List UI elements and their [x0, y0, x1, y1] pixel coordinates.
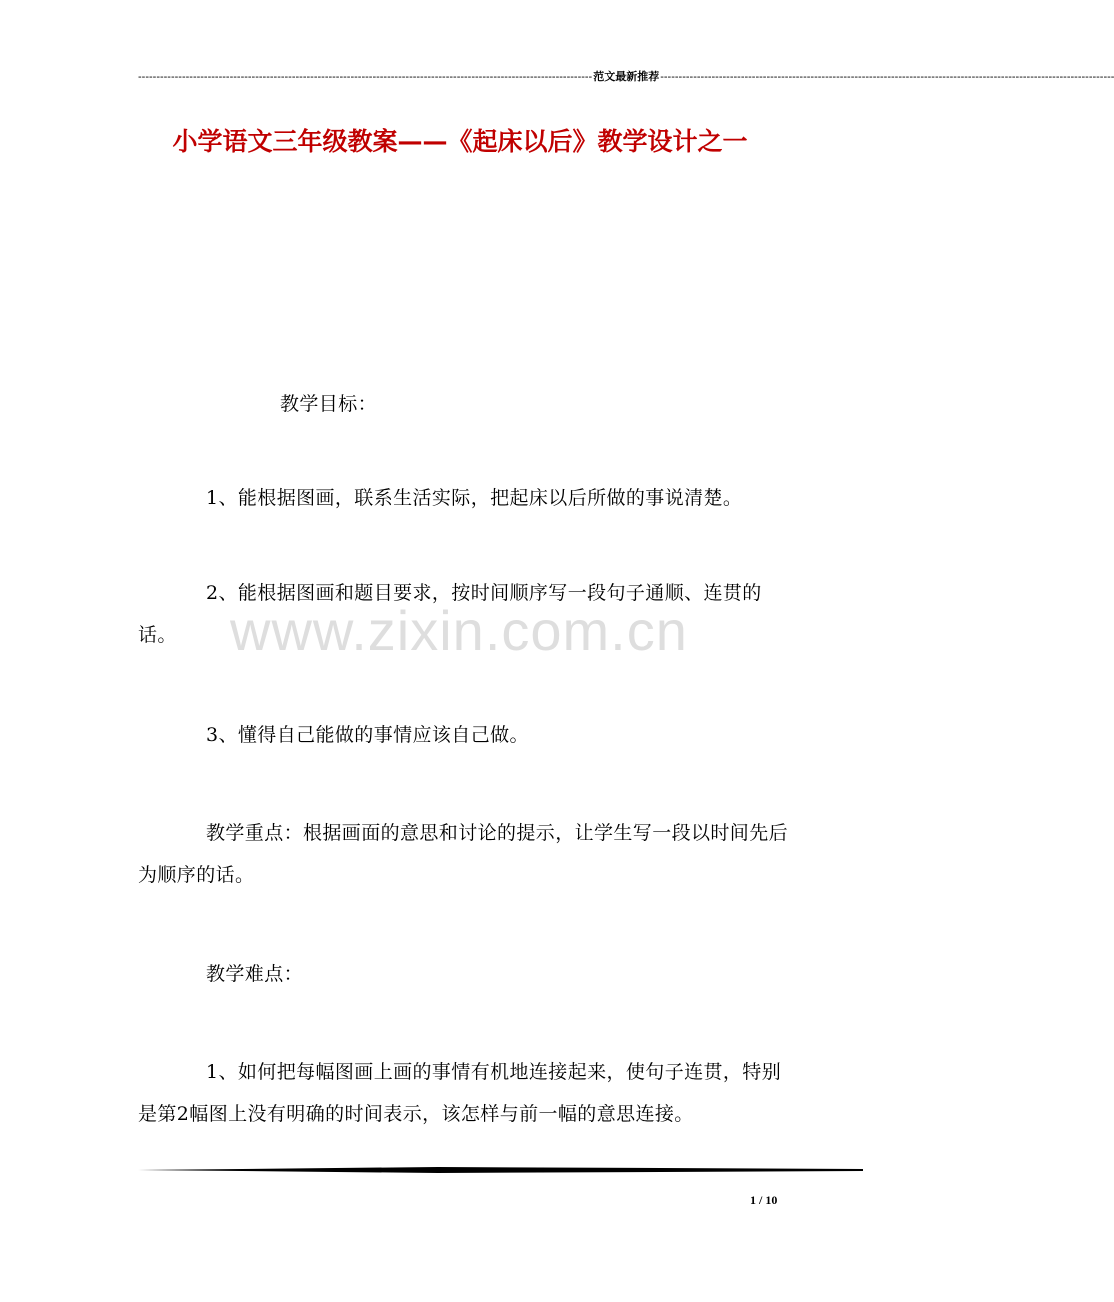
goal-3: 3、懂得自己能做的事情应该自己做。 [206, 724, 529, 746]
difficulty-heading: 教学难点： [206, 963, 304, 985]
page-header [138, 70, 1114, 84]
header-dashes-right: ---------------------------------------------------------------------------------------------------------------------------- [660, 71, 1114, 83]
difficulty-1: 1、如何把每幅图画上画的事情有机地连接起来，使句子连贯，特别是第2幅图上没有明确的时间表示，该怎样与前一幅的意思连接。 [138, 1061, 782, 1125]
goals-heading: 教学目标： [280, 393, 378, 415]
header-dashes-left: ---------------------------------------------------------------------------------------------------------------------------- [138, 71, 593, 83]
watermark: www.zixin.com.cn [230, 599, 688, 662]
goal-1: 1、能根据图画，联系生活实际，把起床以后所做的事说清楚。 [206, 487, 743, 509]
key-point: 教学重点：根据画面的意思和讨论的提示，让学生写一段以时间先后为顺序的话。 [138, 822, 789, 886]
header-label: 范文最新推荐 [593, 71, 660, 83]
footer-divider [138, 1166, 863, 1174]
page-number: 1 / 10 [750, 1193, 778, 1207]
goal-2: 2、能根据图画和题目要求，按时间顺序写一段句子通顺、连贯的话。 [138, 582, 762, 646]
document-title: 小学语文三年级教案——《起床以后》教学设计之一 [172, 127, 748, 156]
